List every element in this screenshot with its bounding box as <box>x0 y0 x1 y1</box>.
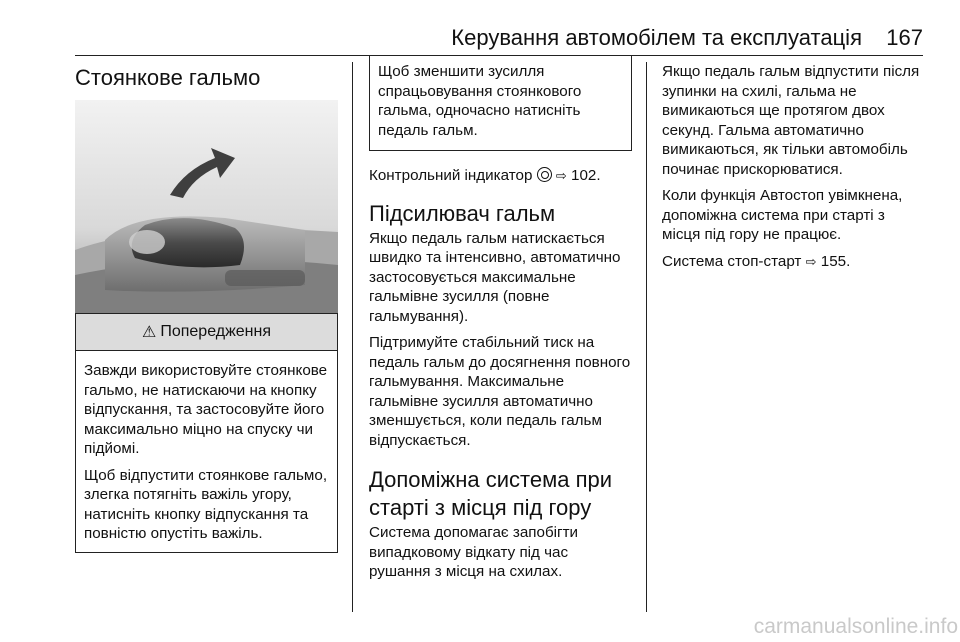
column-3 <box>662 62 925 271</box>
warning-box <box>75 313 338 553</box>
section-title-hill-start-assist: Допоміжна система при старті з місця під гору <box>369 467 613 520</box>
start-stop-prefix: Система стоп-старт <box>662 252 806 270</box>
watermark: carmanualsonline.info <box>670 612 960 642</box>
warning-heading: Попередження <box>160 323 272 340</box>
header-title: Керування автомобілем та експлуатація <box>451 25 862 50</box>
indicator-prefix: Контрольний індикатор <box>369 167 537 184</box>
warning-paragraph-1: Завжди використовуйте стоянкове гальмо, не натискаючи на кнопку відпускання, та застосовуйте його максимально міцно на спуску чи підйомі. <box>84 362 328 457</box>
column-1 <box>75 62 338 553</box>
warning-triangle-icon: ⚠ <box>141 324 157 341</box>
warning-header <box>76 313 337 351</box>
hill-start-paragraph: Система допомагає запобігти випадковому відкату під час рушання з місця на схилах. <box>369 524 579 580</box>
parking-brake-photo <box>75 100 338 313</box>
parking-brake-illustration <box>75 100 338 313</box>
column-2 <box>369 62 632 582</box>
start-stop-reference <box>662 252 925 272</box>
hill-start-detail-2: Коли функція Автостоп увімкнена, допоміжна система при старті з місця під гору не працює. <box>662 187 903 243</box>
brake-assist-paragraph-2: Підтримуйте стабільний тиск на педаль гальм до досягнення повного гальмування. Максимальне гальмівне зусилля автоматично зменшується, коли педаль гальм відпускається. <box>369 334 631 449</box>
indicator-page-ref[interactable]: 102. <box>571 167 601 184</box>
column-divider-2 <box>646 62 647 612</box>
continued-warning-box <box>369 56 632 151</box>
page-number: 167 <box>886 25 923 50</box>
section-title-brake-assist: Підсилювач гальм <box>369 200 556 226</box>
continued-warning-text: Щоб зменшити зусилля спрацьовування стоянкового гальма, одночасно натисніть педаль гальм. <box>378 63 582 139</box>
column-divider-1 <box>352 62 353 612</box>
brake-indicator-icon <box>537 167 552 182</box>
indicator-reference <box>369 166 632 186</box>
warning-paragraph-2: Щоб відпустити стоянкове гальмо, злегка потягніть важіль угору, натисніть кнопку відпускання та повністю опустіть важіль. <box>84 466 328 542</box>
start-stop-page-ref[interactable]: 155. <box>820 252 851 270</box>
brake-assist-paragraph-1: Якщо педаль гальм натискається швидко та інтенсивно, автоматично застосовується максимальне гальмівне зусилля (повне гальмування). <box>369 229 621 325</box>
page-ref-arrow-icon: ⇨ <box>555 168 567 183</box>
section-title-parking-brake: Стоянкове гальмо <box>75 65 261 90</box>
page-ref-arrow-icon: ⇨ <box>805 253 817 269</box>
warning-body <box>76 351 337 552</box>
hill-start-detail-1: Якщо педаль гальм відпустити після зупинки на схилі, гальма не вимикаються ще протягом двох секунд. Гальма автоматично вимикаються, як тільки автомобіль починає прискорюватися. <box>662 63 920 178</box>
